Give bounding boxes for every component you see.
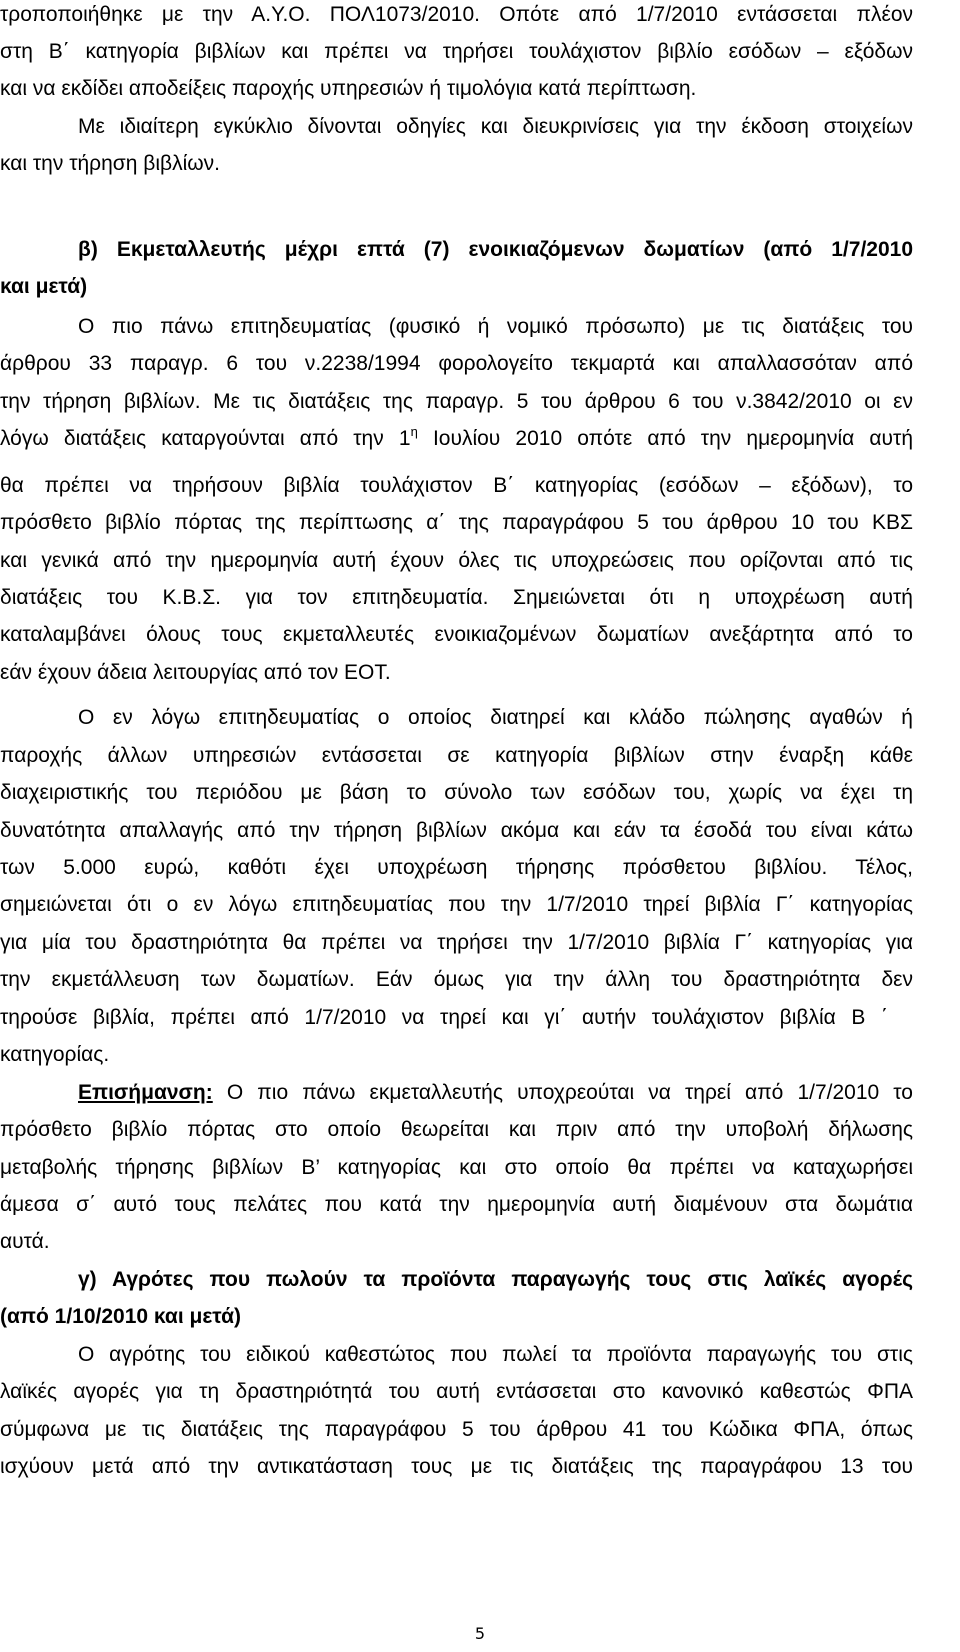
text-line: και γενικά από την ημερομηνία αυτή έχουν όλες τις υποχρεώσεις που ορίζονται από τις xyxy=(0,549,913,572)
text-line: λαϊκές αγορές για τη δραστηριότητά του αυτή εντάσσεται στο κανονικό καθεστώς ΦΠΑ xyxy=(0,1380,913,1403)
text-line: των 5.000 ευρώ, καθότι έχει υποχρέωση τήρησης πρόσθετου βιβλίου. Τέλος, xyxy=(0,856,913,879)
text-line: σημειώνεται ότι ο εν λόγω επιτηδευματίας που την 1/7/2010 τηρεί βιβλία Γ΄ κατηγορίας xyxy=(0,893,913,916)
text-fragment: Ιουλίου 2010 οπότε από την ημερομηνία αυτή xyxy=(417,427,914,450)
text-line: αυτά. xyxy=(0,1230,50,1253)
text-line: θα πρέπει να τηρήσουν βιβλία τουλάχιστον Β΄ κατηγορίας (εσόδων – εξόδων), το xyxy=(0,474,913,497)
section-heading: γ) Αγρότες που πωλούν τα προϊόντα παραγωγής τους στις λαϊκές αγορές xyxy=(78,1268,913,1291)
text-line: Ο αγρότης του ειδικού καθεστώτος που πωλεί τα προϊόντα παραγωγής του στις xyxy=(78,1343,913,1366)
text-line xyxy=(78,1076,913,1110)
text-line: στη Β΄ κατηγορία βιβλίων και πρέπει να τηρήσει τουλάχιστον βιβλίο εσόδων – εξόδων xyxy=(0,40,913,63)
text-line: τροποποιήθηκε με την Α.Υ.Ο. ΠΟΛ1073/2010. Οπότε από 1/7/2010 εντάσσεται πλέον xyxy=(0,3,913,26)
text-line: άρθρου 33 παραγρ. 6 του ν.2238/1994 φορολογείτο τεκμαρτά και απαλλασσόταν από xyxy=(0,352,913,375)
page-number: 5 xyxy=(474,1624,486,1643)
note-label: Επισήμανση: xyxy=(78,1081,213,1104)
text-line: εάν έχουν άδεια λειτουργίας από τον ΕΟΤ. xyxy=(0,661,391,684)
text-line: άμεσα σ΄ αυτό τους πελάτες που κατά την ημερομηνία αυτή διαμένουν στα δωμάτια xyxy=(0,1193,913,1216)
text-line: διατάξεις του Κ.Β.Σ. για τον επιτηδευματία. Σημειώνεται ότι η υποχρέωση αυτή xyxy=(0,586,913,609)
text-line: τηρούσε βιβλία, πρέπει από 1/7/2010 να τηρεί και γι΄ αυτήν τουλάχιστον βιβλία Β ΄ xyxy=(0,1006,888,1029)
text-line xyxy=(0,422,913,456)
text-line: ισχύουν μετά από την αντικατάσταση τους με τις διατάξεις της παραγράφου 13 του xyxy=(0,1455,913,1478)
text-line: μεταβολής τήρησης βιβλίων Β’ κατηγορίας και στο οποίο θα πρέπει να καταχωρήσει xyxy=(0,1156,913,1179)
text-line: παροχής άλλων υπηρεσιών εντάσσεται σε κατηγορία βιβλίων στην έναρξη κάθε xyxy=(0,744,913,767)
text-line: Ο εν λόγω επιτηδευματίας ο οποίος διατηρεί και κλάδο πώλησης αγαθών ή xyxy=(78,706,913,729)
section-heading: και μετά) xyxy=(0,275,88,298)
superscript: η xyxy=(410,424,418,439)
text-line: Ο πιο πάνω επιτηδευματίας (φυσικό ή νομικό πρόσωπο) με τις διατάξεις του xyxy=(78,315,913,338)
section-heading: (από 1/10/2010 και μετά) xyxy=(0,1305,241,1328)
text-line: Με ιδιαίτερη εγκύκλιο δίνονται οδηγίες και διευκρινίσεις για την έκδοση στοιχείων xyxy=(78,115,913,138)
text-line: και την τήρηση βιβλίων. xyxy=(0,152,220,175)
text-line: την εκμετάλλευση των δωματίων. Εάν όμως για την άλλη του δραστηριότητα δεν xyxy=(0,968,913,991)
text-line: δυνατότητα απαλλαγής από την τήρηση βιβλίων ακόμα και εάν τα έσοδά του είναι κάτω xyxy=(0,819,913,842)
text-line: διαχειριστικής του περιόδου με βάση το σύνολο των εσόδων του, χωρίς να έχει τη xyxy=(0,781,913,804)
text-line: και να εκδίδει αποδείξεις παροχής υπηρεσιών ή τιμολόγια κατά περίπτωση. xyxy=(0,77,697,100)
text-fragment: λόγω διατάξεις καταργούνται από την 1 xyxy=(0,427,411,450)
text-line: πρόσθετο βιβλίο πόρτας στο οποίο θεωρείται και πριν από την υποβολή δήλωσης xyxy=(0,1118,913,1141)
text-line: για μία του δραστηριότητα θα πρέπει να τηρήσει την 1/7/2010 βιβλία Γ΄ κατηγορίας για xyxy=(0,931,913,954)
text-line: κατηγορίας. xyxy=(0,1043,110,1066)
text-line: σύμφωνα με τις διατάξεις της παραγράφου 5 του άρθρου 41 του Κώδικα ΦΠΑ, όπως xyxy=(0,1418,913,1441)
section-heading: β) Εκμεταλλευτής μέχρι επτά (7) ενοικιαζόμενων δωματίων (από 1/7/2010 xyxy=(78,238,913,261)
text-line: πρόσθετο βιβλίο πόρτας της περίπτωσης α΄ της παραγράφου 5 του άρθρου 10 του ΚΒΣ xyxy=(0,511,913,534)
text-line: καταλαμβάνει όλους τους εκμεταλλευτές ενοικιαζομένων δωματίων ανεξάρτητα από το xyxy=(0,623,913,646)
text-line: την τήρηση βιβλίων. Με τις διατάξεις της παραγρ. 5 του άρθρου 6 του ν.3842/2010 οι εν xyxy=(0,390,913,413)
text-fragment: Ο πιο πάνω εκμεταλλευτής υποχρεούται να τηρεί από 1/7/2010 το xyxy=(212,1081,913,1104)
